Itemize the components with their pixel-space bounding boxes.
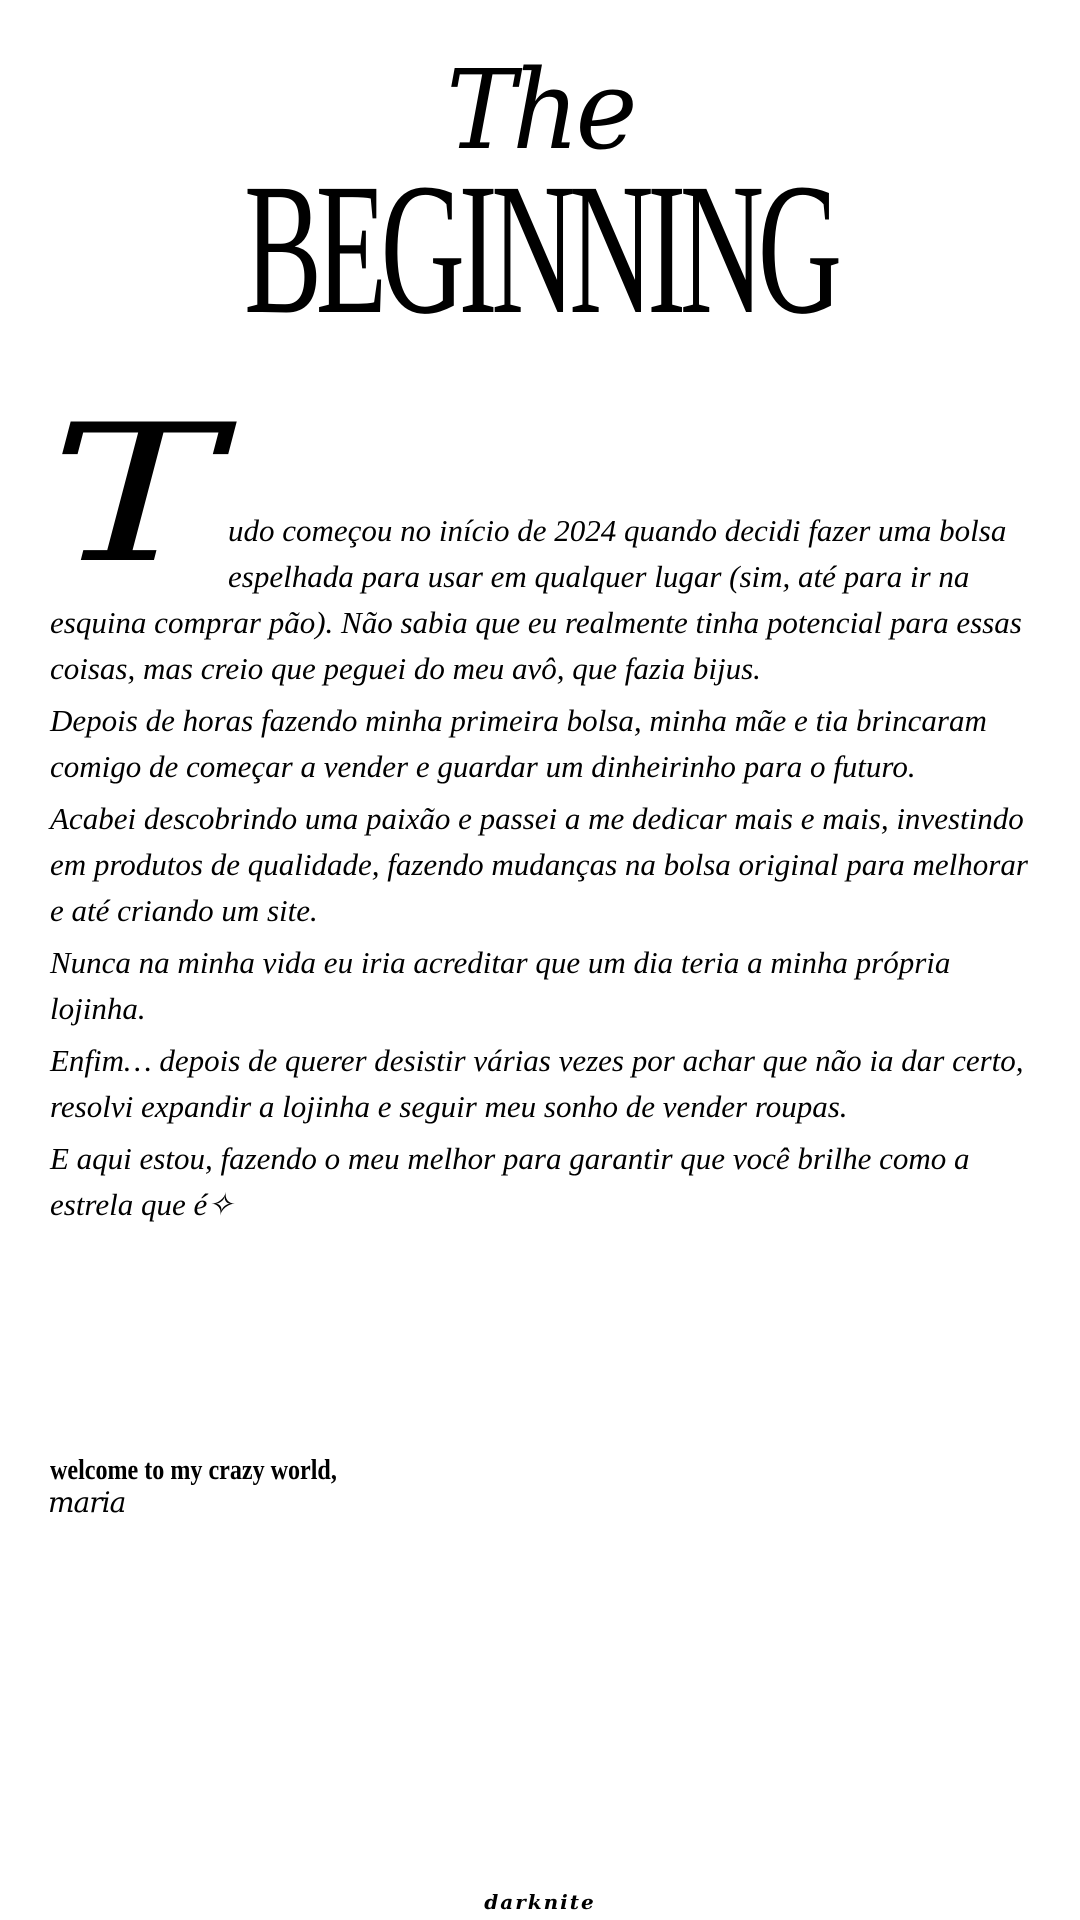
title-block [0, 46, 1080, 353]
story-paragraph: Enfim… depois de querer desistir várias vezes por achar que não ia dar certo, resolvi expandir a lojinha e seguir meu sonho de vender roupas. [50, 1043, 1024, 1124]
story-paragraph: Nunca na minha vida eu iria acreditar que um dia teria a minha própria lojinha. [50, 945, 951, 1026]
page-title: BEGINNING [244, 144, 836, 353]
story-text [50, 384, 1040, 1234]
footer-brand: darknite [484, 1890, 596, 1914]
story-paragraph: Depois de horas fazendo minha primeira bolsa, minha mãe e tia brincaram comigo de começar a vender e guardar um dinheirinho para o futuro. [50, 703, 987, 784]
story-paragraph: Acabei descobrindo uma paixão e passei a me dedicar mais e mais, investindo em produtos de qualidade, fazendo mudanças na bolsa original para melhorar e até criando um site. [50, 801, 1028, 928]
story-paragraph: udo começou no início de 2024 quando decidi fazer uma bolsa espelhada para usar em qualquer lugar (sim, até para ir na esquina comprar pão). Não sabia que eu realmente tinha potencial para essas coisas, mas creio que peguei do meu avô, que fazia bijus. [50, 513, 1022, 686]
drop-cap [50, 384, 222, 605]
story-paragraph: E aqui estou, fazendo o meu melhor para garantir que você brilhe como a estrela que é✧ [50, 1141, 970, 1222]
drop-cap-letter: T [50, 384, 222, 605]
signature: maria [48, 1486, 126, 1519]
title-the: The [446, 46, 634, 174]
signoff-line: welcome to my crazy world, [50, 1455, 337, 1486]
